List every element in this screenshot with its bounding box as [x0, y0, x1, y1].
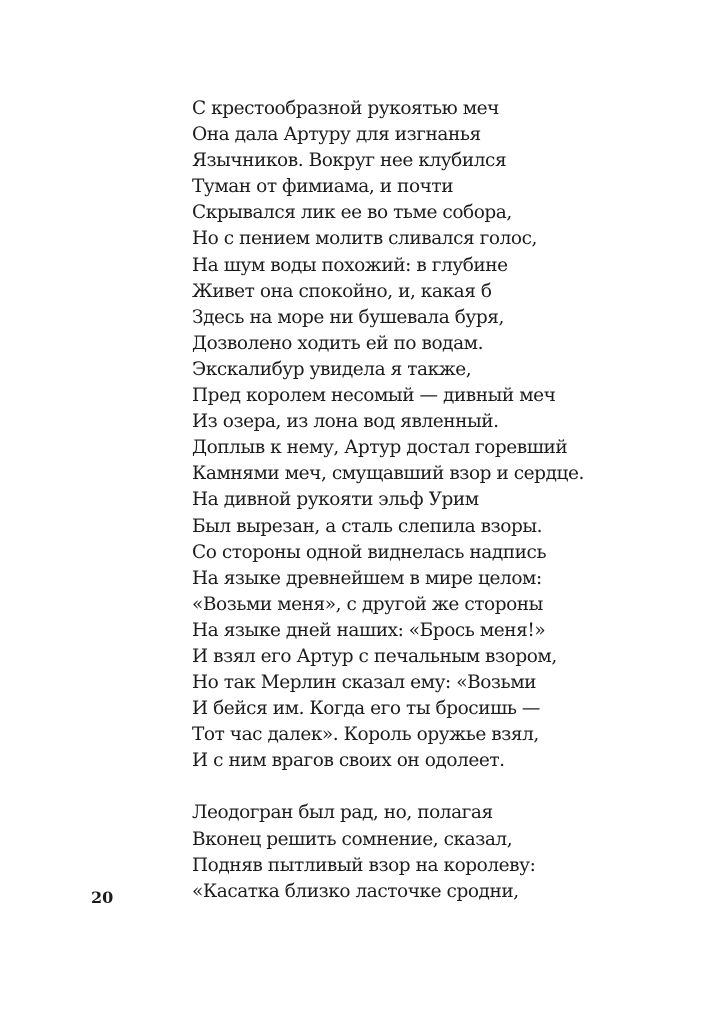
poem-line: Но с пением молитв сливался голос, [192, 228, 537, 250]
poem-line: Живет она спокойно, и, какая б [192, 280, 492, 302]
poem-line: Из озера, из лона вод явленный. [192, 411, 499, 433]
stanza-1 [192, 96, 692, 774]
poem-line: И с ним врагов своих он одолеет. [192, 750, 505, 772]
poem-line: На языке древнейшем в мире целом: [192, 567, 542, 589]
poem-line: «Возьми меня», с другой же стороны [192, 593, 543, 615]
poem-line: Экскалибур увидела я также, [192, 358, 472, 380]
poem-line: На шум воды похожий: в глубине [192, 254, 508, 276]
poem-line: Подняв пытливый взор на королеву: [192, 854, 536, 876]
poem-line: И бейся им. Когда его ты бросишь — [192, 698, 540, 720]
poem-line: Леодогран был рад, но, полагая [192, 802, 493, 824]
poem-line: На языке дней наших: «Брось меня!» [192, 619, 546, 641]
poem-line: Она дала Артуру для изгнанья [192, 124, 481, 146]
poem-line: Здесь на море ни бушевала буря, [192, 306, 504, 328]
poem-line: Но так Мерлин сказал ему: «Возьми [192, 672, 537, 694]
poem-line: Доплыв к нему, Артур достал горевший [192, 437, 568, 459]
poem-line: Камнями меч, смущавший взор и сердце. [192, 463, 584, 485]
poem-line: Скрывался лик ее во тьме собора, [192, 202, 512, 224]
poem-line: Тот час далек». Король оружье взял, [192, 724, 539, 746]
poem-line: Вконец решить сомнение, сказал, [192, 828, 513, 850]
poem-line: На дивной рукояти эльф Урим [192, 489, 479, 511]
poem-line: Туман от фимиама, и почти [192, 176, 454, 198]
poem-line: «Касатка близко ласточке сродни, [192, 880, 519, 902]
poem-line: Был вырезан, а сталь слепила взоры. [192, 515, 543, 537]
page-number: 20 [91, 888, 114, 907]
poem-line: Язычников. Вокруг нее клубился [192, 150, 507, 172]
poem-line: Пред королем несомый — дивный меч [192, 385, 556, 407]
poem-line: Дозволено ходить ей по водам. [192, 332, 484, 354]
poem-line: Со стороны одной виднелась надпись [192, 541, 547, 563]
poem-text [192, 96, 692, 905]
stanza-2 [192, 800, 692, 904]
poem-line: С крестообразной рукоятью меч [192, 98, 499, 119]
poem-line: И взял его Артур с печальным взором, [192, 645, 557, 667]
